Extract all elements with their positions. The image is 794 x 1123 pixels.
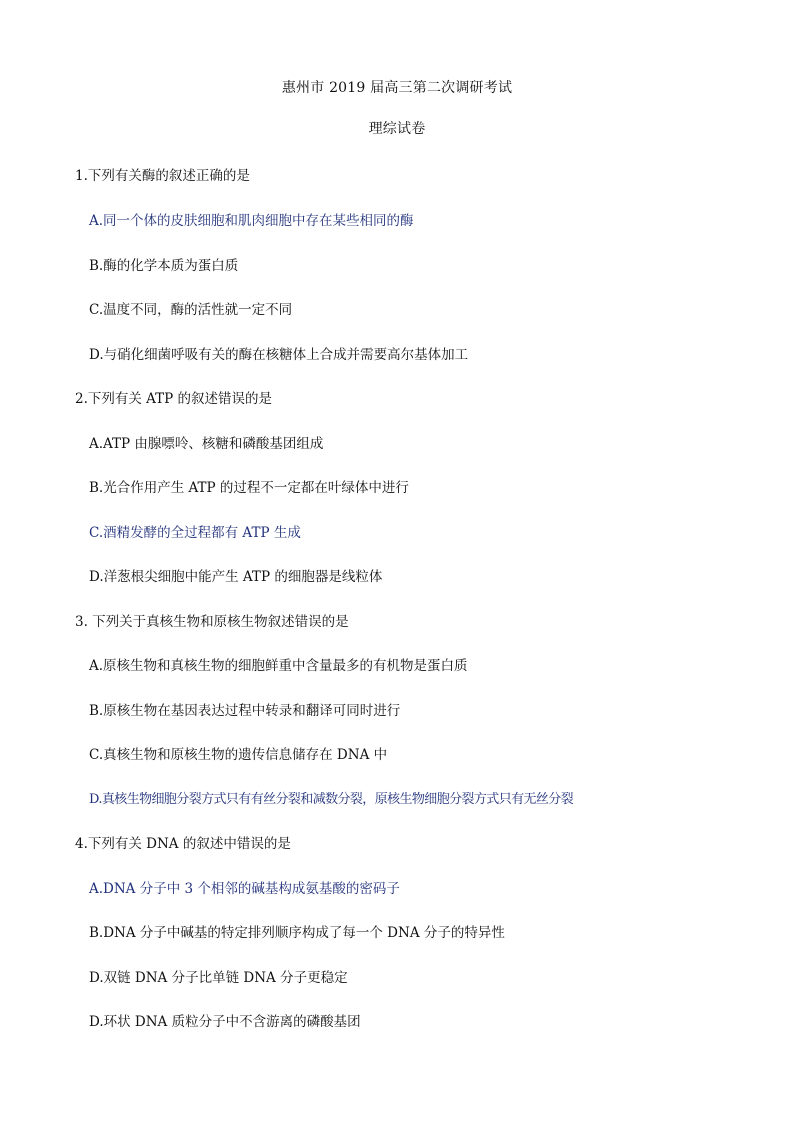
question-4-option-d: D.环状 DNA 质粒分子中不含游离的磷酸基团: [89, 1014, 361, 1030]
question-3-option-d: D.真核生物细胞分裂方式只有有丝分裂和减数分裂，原核生物细胞分裂方式只有无丝分裂: [89, 792, 574, 807]
question-3-option-a: A.原核生物和真核生物的细胞鲜重中含量最多的有机物是蛋白质: [89, 658, 468, 674]
question-2-option-c: C.酒精发酵的全过程都有 ATP 生成: [89, 525, 301, 541]
exam-subtitle: 理综试卷: [368, 121, 426, 137]
question-4-stem: 4.下列有关 DNA 的叙述中错误的是: [75, 836, 291, 852]
question-2-stem: 2.下列有关 ATP 的叙述错误的是: [75, 391, 273, 407]
question-3-option-b: B.原核生物在基因表达过程中转录和翻译可同时进行: [89, 703, 401, 719]
question-4-option-a: A.DNA 分子中 3 个相邻的碱基构成氨基酸的密码子: [89, 881, 400, 897]
question-2-option-a: A.ATP 由腺嘌呤、核糖和磷酸基团组成: [89, 436, 324, 452]
question-2-option-d: D.洋葱根尖细胞中能产生 ATP 的细胞器是线粒体: [89, 569, 383, 585]
question-3-stem: 3. 下列关于真核生物和原核生物叙述错误的是: [75, 614, 349, 630]
question-4-option-b: B.DNA 分子中碱基的特定排列顺序构成了每一个 DNA 分子的特异性: [89, 925, 505, 941]
question-1-option-d: D.与硝化细菌呼吸有关的酶在核糖体上合成并需要高尔基体加工: [89, 347, 469, 363]
question-1-stem: 1.下列有关酶的叙述正确的是: [75, 168, 250, 184]
question-1-option-c: C.温度不同，酶的活性就一定不同: [89, 302, 293, 318]
question-2-option-b: B.光合作用产生 ATP 的过程不一定都在叶绿体中进行: [89, 480, 409, 496]
question-3-option-c: C.真核生物和原核生物的遗传信息储存在 DNA 中: [89, 747, 388, 763]
question-1-option-a: A.同一个体的皮肤细胞和肌肉细胞中存在某些相同的酶: [89, 213, 414, 229]
exam-title: 惠州市 2019 届高三第二次调研考试: [281, 80, 513, 96]
question-4-option-c: D.双链 DNA 分子比单链 DNA 分子更稳定: [89, 970, 348, 986]
question-1-option-b: B.酶的化学本质为蛋白质: [89, 258, 239, 274]
